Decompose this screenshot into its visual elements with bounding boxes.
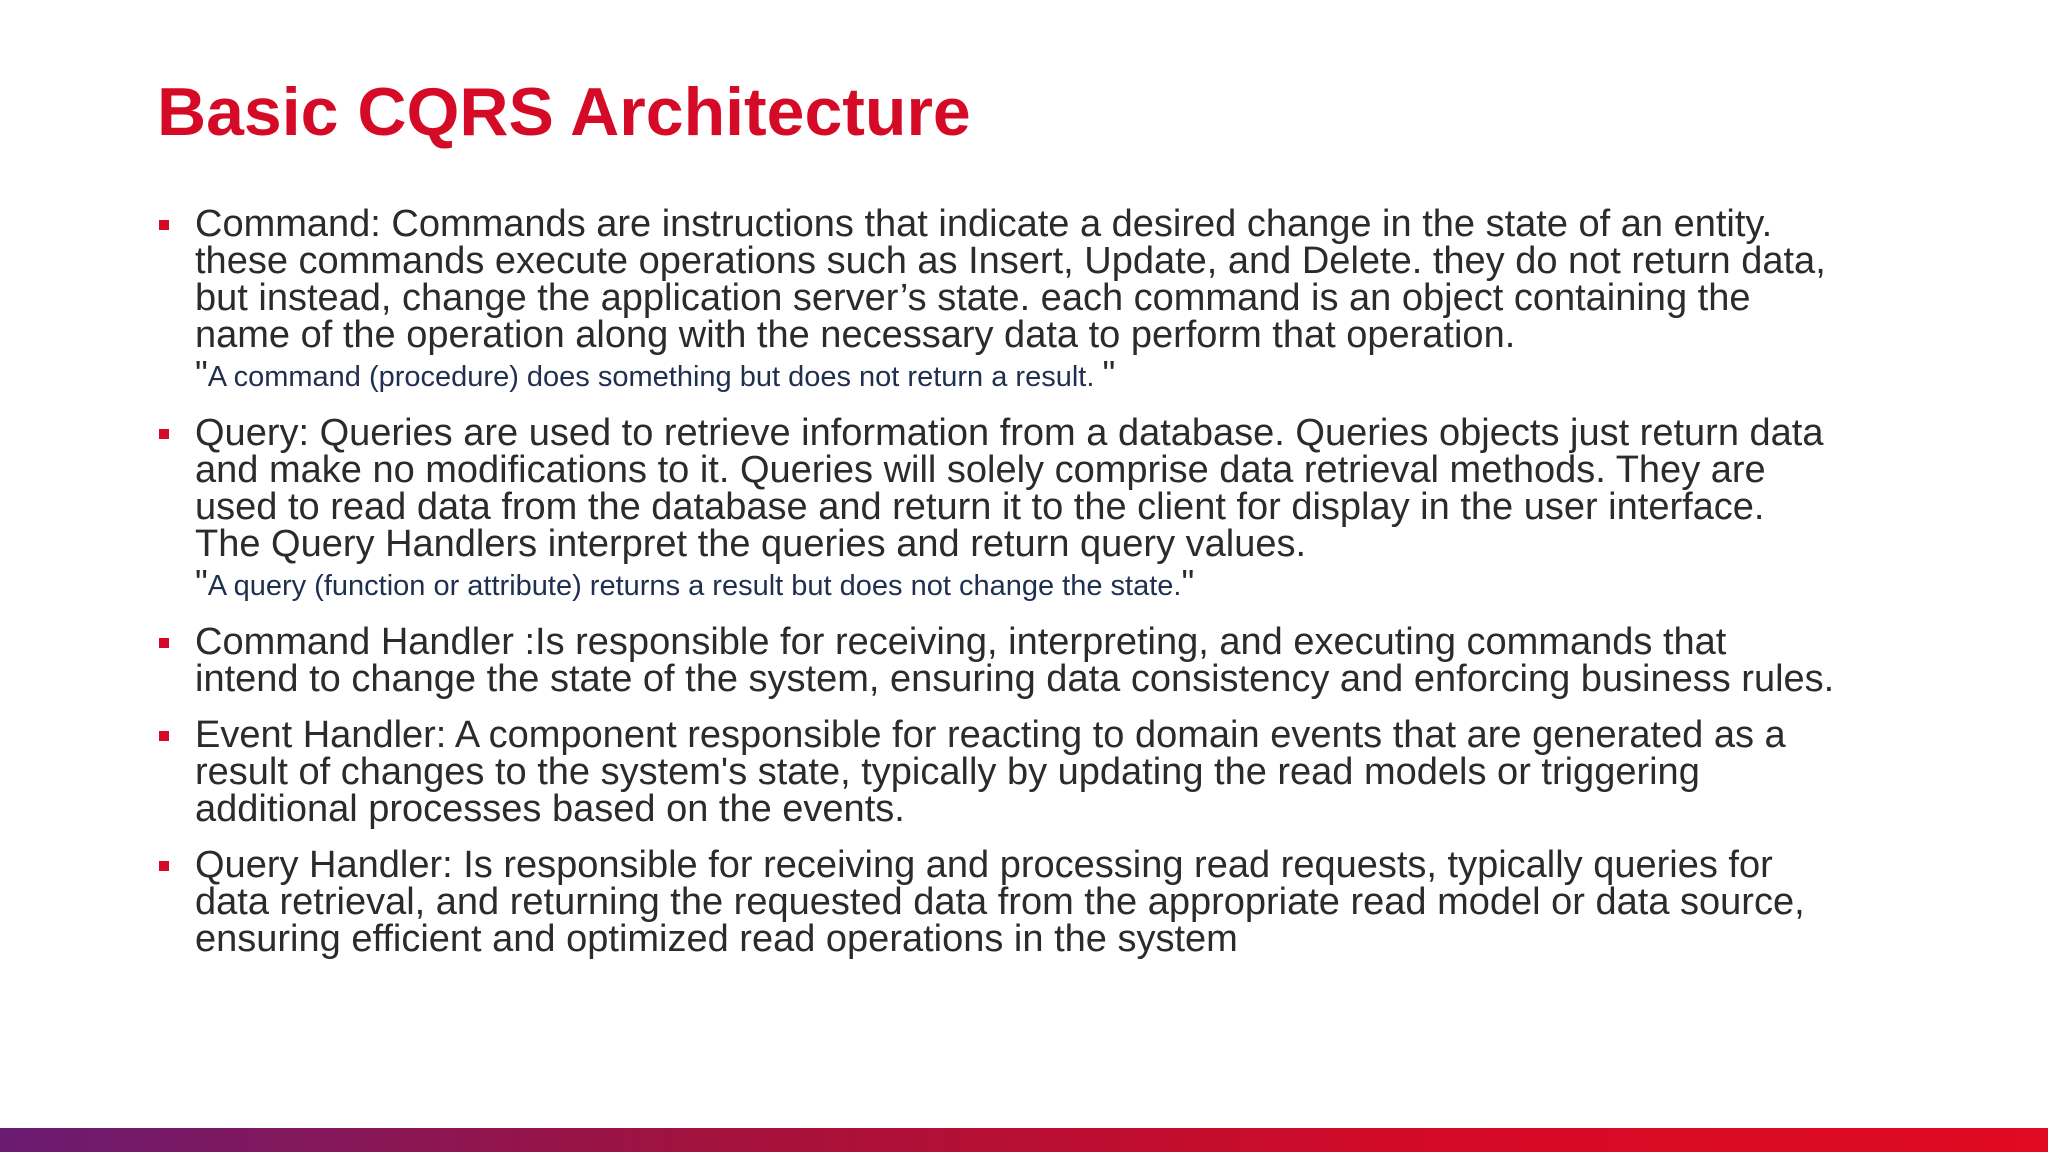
square-bullet-icon [159,731,169,741]
bullet-text: Command: Commands are instructions that indicate a desired change in the state of an entity. these commands execute operations such as Insert, Update, and Delete. they do not return data, but instead, change the application server’s state. each command is an object containing the name of the operation along with the necessary data to perform that operation. [195,203,1826,356]
quote-close-mark: " [1102,353,1116,394]
bullet-command-handler [157,621,1877,700]
quote-close-mark: " [1181,562,1195,603]
bullet-query-handler [157,844,1877,960]
bullet-list [157,203,1877,977]
square-bullet-icon [159,429,169,439]
bullet-text: Event Handler: A component responsible for reacting to domain events that are generated as a result of changes to the system's state, typically by updating the read models or triggering additional processes based on the events. [195,714,1786,830]
square-bullet-icon [159,861,169,871]
bullet-text: Query: Queries are used to retrieve information from a database. Queries objects just return data and make no modifications to it. Queries will solely comprise data retrieval methods. They are used to read data from the database and return it to the client for display in the user interface. The Query Handlers interpret the queries and return query values. [195,412,1824,565]
bullet-command [157,203,1877,396]
square-bullet-icon [159,220,169,230]
footer-gradient-bar [0,1128,2048,1152]
square-bullet-icon [159,638,169,648]
quote-line [195,564,1877,605]
quote-text: A command (procedure) does something but does not return a result. [207,361,1103,393]
bullet-text: Command Handler :Is responsible for receiving, interpreting, and executing commands that intend to change the state of the system, ensuring data consistency and enforcing business rules. [195,621,1835,700]
bullet-event-handler [157,714,1877,830]
bullet-query [157,412,1877,605]
quote-text: A query (function or attribute) returns a result but does not change the state. [207,570,1182,602]
quote-line [195,355,1877,396]
quote-open-mark: " [195,562,208,603]
bullet-text: Query Handler: Is responsible for receiving and processing read requests, typically queries for data retrieval, and returning the requested data from the appropriate read model or data source, ensuring efficient and optimized read operations in the system [195,844,1805,960]
quote-open-mark: " [195,353,208,394]
slide-title: Basic CQRS Architecture [157,74,971,150]
